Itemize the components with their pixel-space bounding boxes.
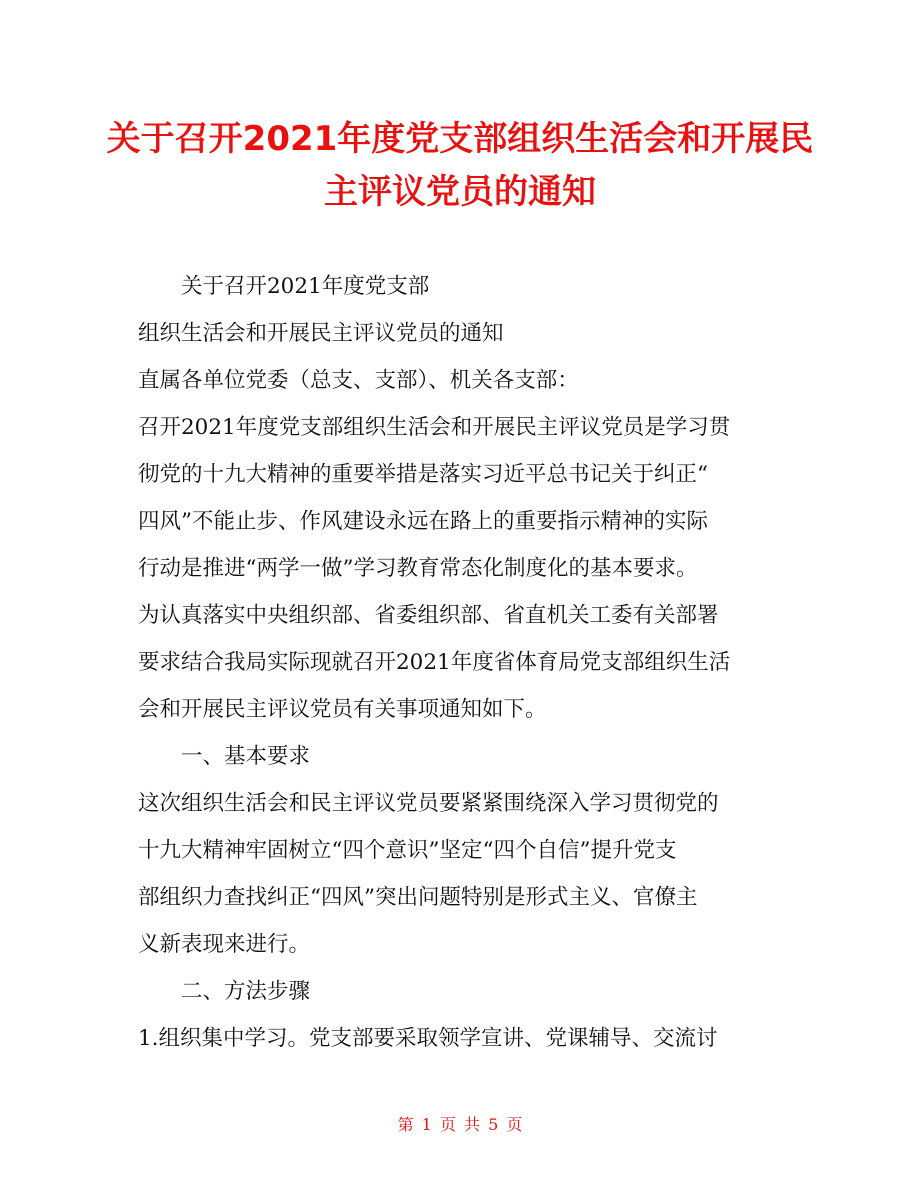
paragraph-line: 召开2021年度党支部组织生活会和开展民主评议党员是学习贯	[138, 415, 731, 440]
document-title-line-1: 关于召开2021年度党支部组织生活会和开展民	[106, 119, 814, 159]
paragraph-line: 彻党的十九大精神的重要举措是落实习近平总书记关于纠正“	[138, 462, 708, 487]
paragraph-line: 四风”不能止步、作风建设永远在路上的重要指示精神的实际	[138, 509, 708, 534]
heading-line: 组织生活会和开展民主评议党员的通知	[138, 321, 504, 346]
paragraph-line: 行动是推进“两学一做”学习教育常态化制度化的基本要求。	[138, 556, 698, 581]
paragraph-line: 会和开展民主评议党员有关事项通知如下。	[138, 697, 547, 722]
document-body	[138, 263, 788, 1062]
paragraph-line: 部组织力查找纠正“四风”突出问题特别是形式主义、官僚主	[138, 885, 698, 910]
document-title-line-2: 主评议党员的通知	[324, 172, 596, 212]
paragraph-line: 1.组织集中学习。党支部要采取领学宣讲、党课辅导、交流讨	[138, 1026, 718, 1051]
section-heading: 二、方法步骤	[181, 979, 311, 1004]
paragraph-line: 为认真落实中央组织部、省委组织部、省直机关工委有关部署	[138, 603, 719, 628]
paragraph-line: 要求结合我局实际现就召开2021年度省体育局党支部组织生活	[138, 650, 731, 675]
section-heading: 一、基本要求	[181, 744, 311, 769]
paragraph-line: 这次组织生活会和民主评议党员要紧紧围绕深入学习贯彻党的	[138, 791, 719, 816]
paragraph-line: 义新表现来进行。	[138, 932, 311, 957]
page-number-footer: 第 1 页 共 5 页	[397, 1115, 523, 1134]
salutation-line: 直属各单位党委（总支、支部）、机关各支部：	[138, 368, 579, 393]
paragraph-line: 十九大精神牢固树立“四个意识”坚定“四个自信”提升党支	[138, 838, 677, 863]
heading-line: 关于召开2021年度党支部	[181, 274, 430, 299]
